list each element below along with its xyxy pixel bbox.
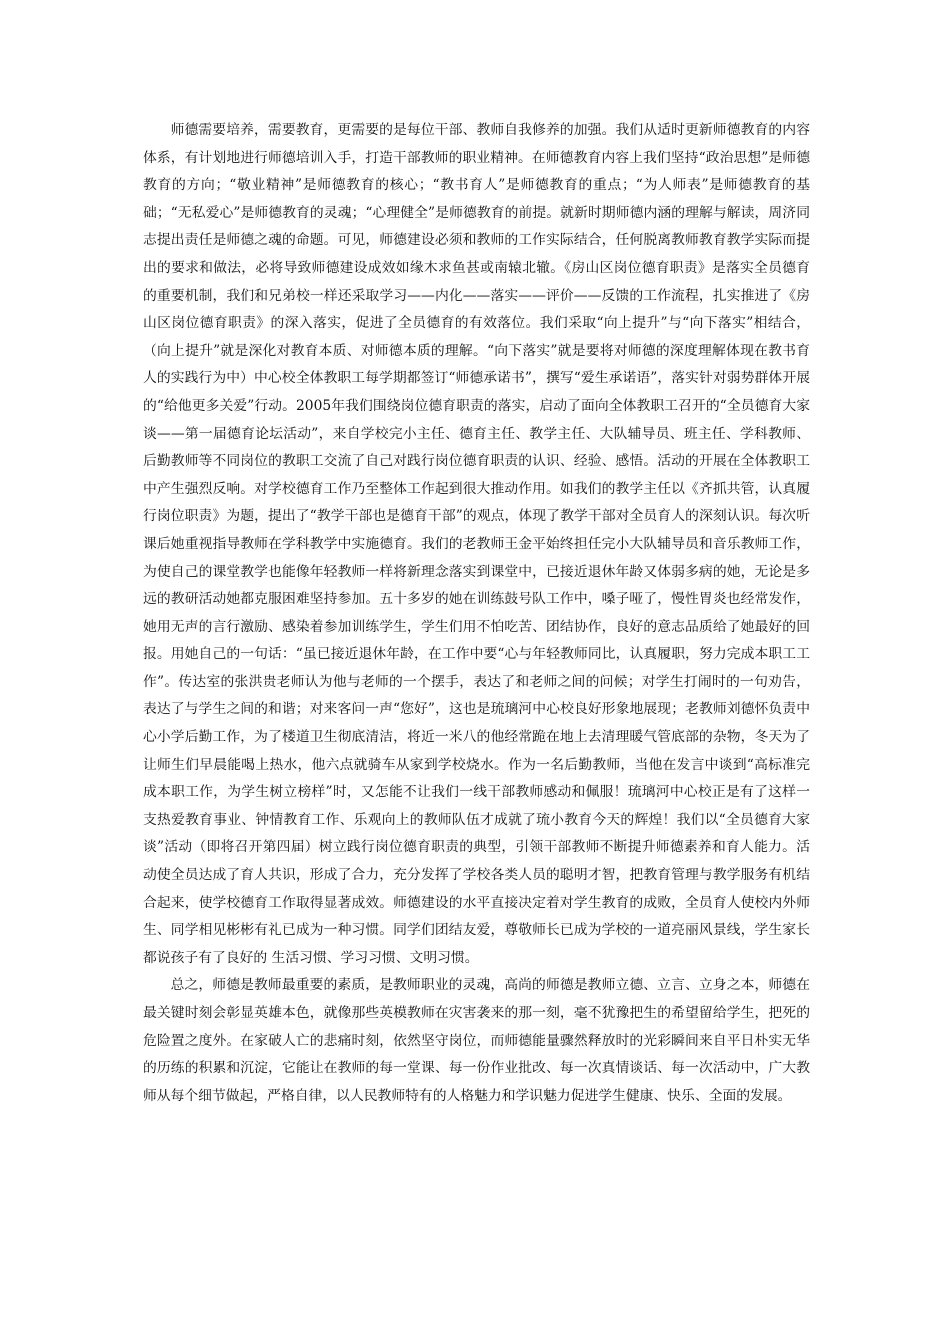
paragraph-1: 师德需要培养，需要教育，更需要的是每位干部、教师自我修养的加强。我们从适时更新师德教育的内容体系，有计划地进行师德培训入手，打造干部教师的职业精神。在师德教育内容上我们坚持“政治思想”是师德教育的方向；“敬业精神”是师德教育的核心；“教书育人”是师德教育的重点；“为人师表”是师德教育的基础；“无私爱心”是师德教育的灵魂；“心理健全”是师德教育的前提。就新时期师德内涵的理解与解读，周济同志提出责任是师德之魂的命题。可见，师德建设必须和教师的工作实际结合，任何脱离教师教育教学实际而提出的要求和做法，必将导致师德建设成效如缘木求鱼甚或南辕北辙。《房山区岗位德育职责》是落实全员德育的重要机制，我们和兄弟校一样还采取学习——内化——落实——评价——反馈的工作流程，扎实推进了《房山区岗位德育职责》的深入落实，促进了全员德育的有效落位。我们采取“向上提升”与“向下落实”相结合，（向上提升”就是深化对教育本质、对师德本质的理解。“向下落实”就是要将对师德的深度理解体现在教书育人的实践行为中）中心校全体教职工每学期都签订“师德承诺书”，撰写“爱生承诺语”，落实针对弱势群体开展的“给他更多关爱”行动。2005年我们围绕岗位德育职责的落实，启动了面向全体教职工召开的“全员德育大家谈——第一届德育论坛活动”，来自学校完小主任、德育主任、教学主任、大队辅导员、班主任、学科教师、后勤教师等不同岗位的教职工交流了自己对践行岗位德育职责的认识、经验、感悟。活动的开展在全体教职工中产生强烈反响。对学校德育工作乃至整体工作起到很大推动作用。如我们的教学主任以《齐抓共管，认真履行岗位职责》为题，提出了“教学干部也是德育干部”的观点，体现了教学干部对全员育人的深刻认识。每次听课后她重视指导教师在学科教学中实施德育。我们的老教师王金平始终担任完小大队辅导员和音乐教师工作，为使自己的课堂教学也能像年轻教师一样将新理念落实到课堂中，已接近退休年龄又体弱多病的她，无论是多远的教研活动她都克服困难坚持参加。五十多岁的她在训练鼓号队工作中，嗓子哑了，慢性胃炎也经常发作，她用无声的言行激励、感染着参加训练学生，学生们用不怕吃苦、团结协作，良好的意志品质给了她最好的回报。用她自己的一句话：“虽已接近退休年龄，在工作中要“心与年轻教师同比，认真履职，努力完成本职工工作”。传达室的张洪贵老师认为他与老师的一个摆手，表达了和老师之间的问候；对学生打闹时的一句劝告，表达了与学生之间的和谐；对来客问一声“您好”，这也是琉璃河中心校良好形象地展现；老教师刘德怀负责中心小学后勤工作，为了楼道卫生彻底清洁，将近一米八的他经常跪在地上去清理暖气管底部的杂物，冬天为了让师生们早晨能喝上热水，他六点就骑车从家到学校烧水。作为一名后勤教师，当他在发言中谈到“高标准完成本职工作，为学生树立榜样”时，又怎能不让我们一线干部教师感动和佩服！琉璃河中心校正是有了这样一支热爱教育事业、钟情教育工作、乐观向上的教师队伍才成就了琉小教育今天的辉煌！我们以“全员德育大家谈”活动（即将召开第四届）树立践行岗位德育职责的典型，引领干部教师不断提升师德素养和育人能力。活动使全员达成了育人共识，形成了合力，充分发挥了学校各类人员的聪明才智，把教育管理与教学服务有机结合起来，使学校德育工作取得显著成效。师德建设的水平直接决定着对学生教育的成败，全员育人使校内外师生、同学相见彬彬有礼已成为一种习惯。同学们团结友爱，尊敬师长已成为学校的一道亮丽风景线，学生家长都说孩子有了良好的 生活习惯、学习习惯、文明习惯。	[143, 122, 810, 966]
document-body	[143, 117, 810, 1110]
paragraph-2: 总之，师德是教师最重要的素质，是教师职业的灵魂，高尚的师德是教师立德、立言、立身之本，师德在最关键时刻会彰显英雄本色，就像那些英模教师在灾害袭来的那一刻，毫不犹豫把生的希望留给学生，把死的危险置之度外。在家破人亡的悲痛时刻，依然坚守岗位，而师德能量骤然释放时的光彩瞬间来自平日朴实无华的历练的积累和沉淀，它能让在教师的每一堂课、每一份作业批改、每一次真情谈话、每一次活动中，广大教师从每个细节做起，严格自律，以人民教师特有的人格魅力和学识魅力促进学生健康、快乐、全面的发展。	[143, 977, 810, 1104]
